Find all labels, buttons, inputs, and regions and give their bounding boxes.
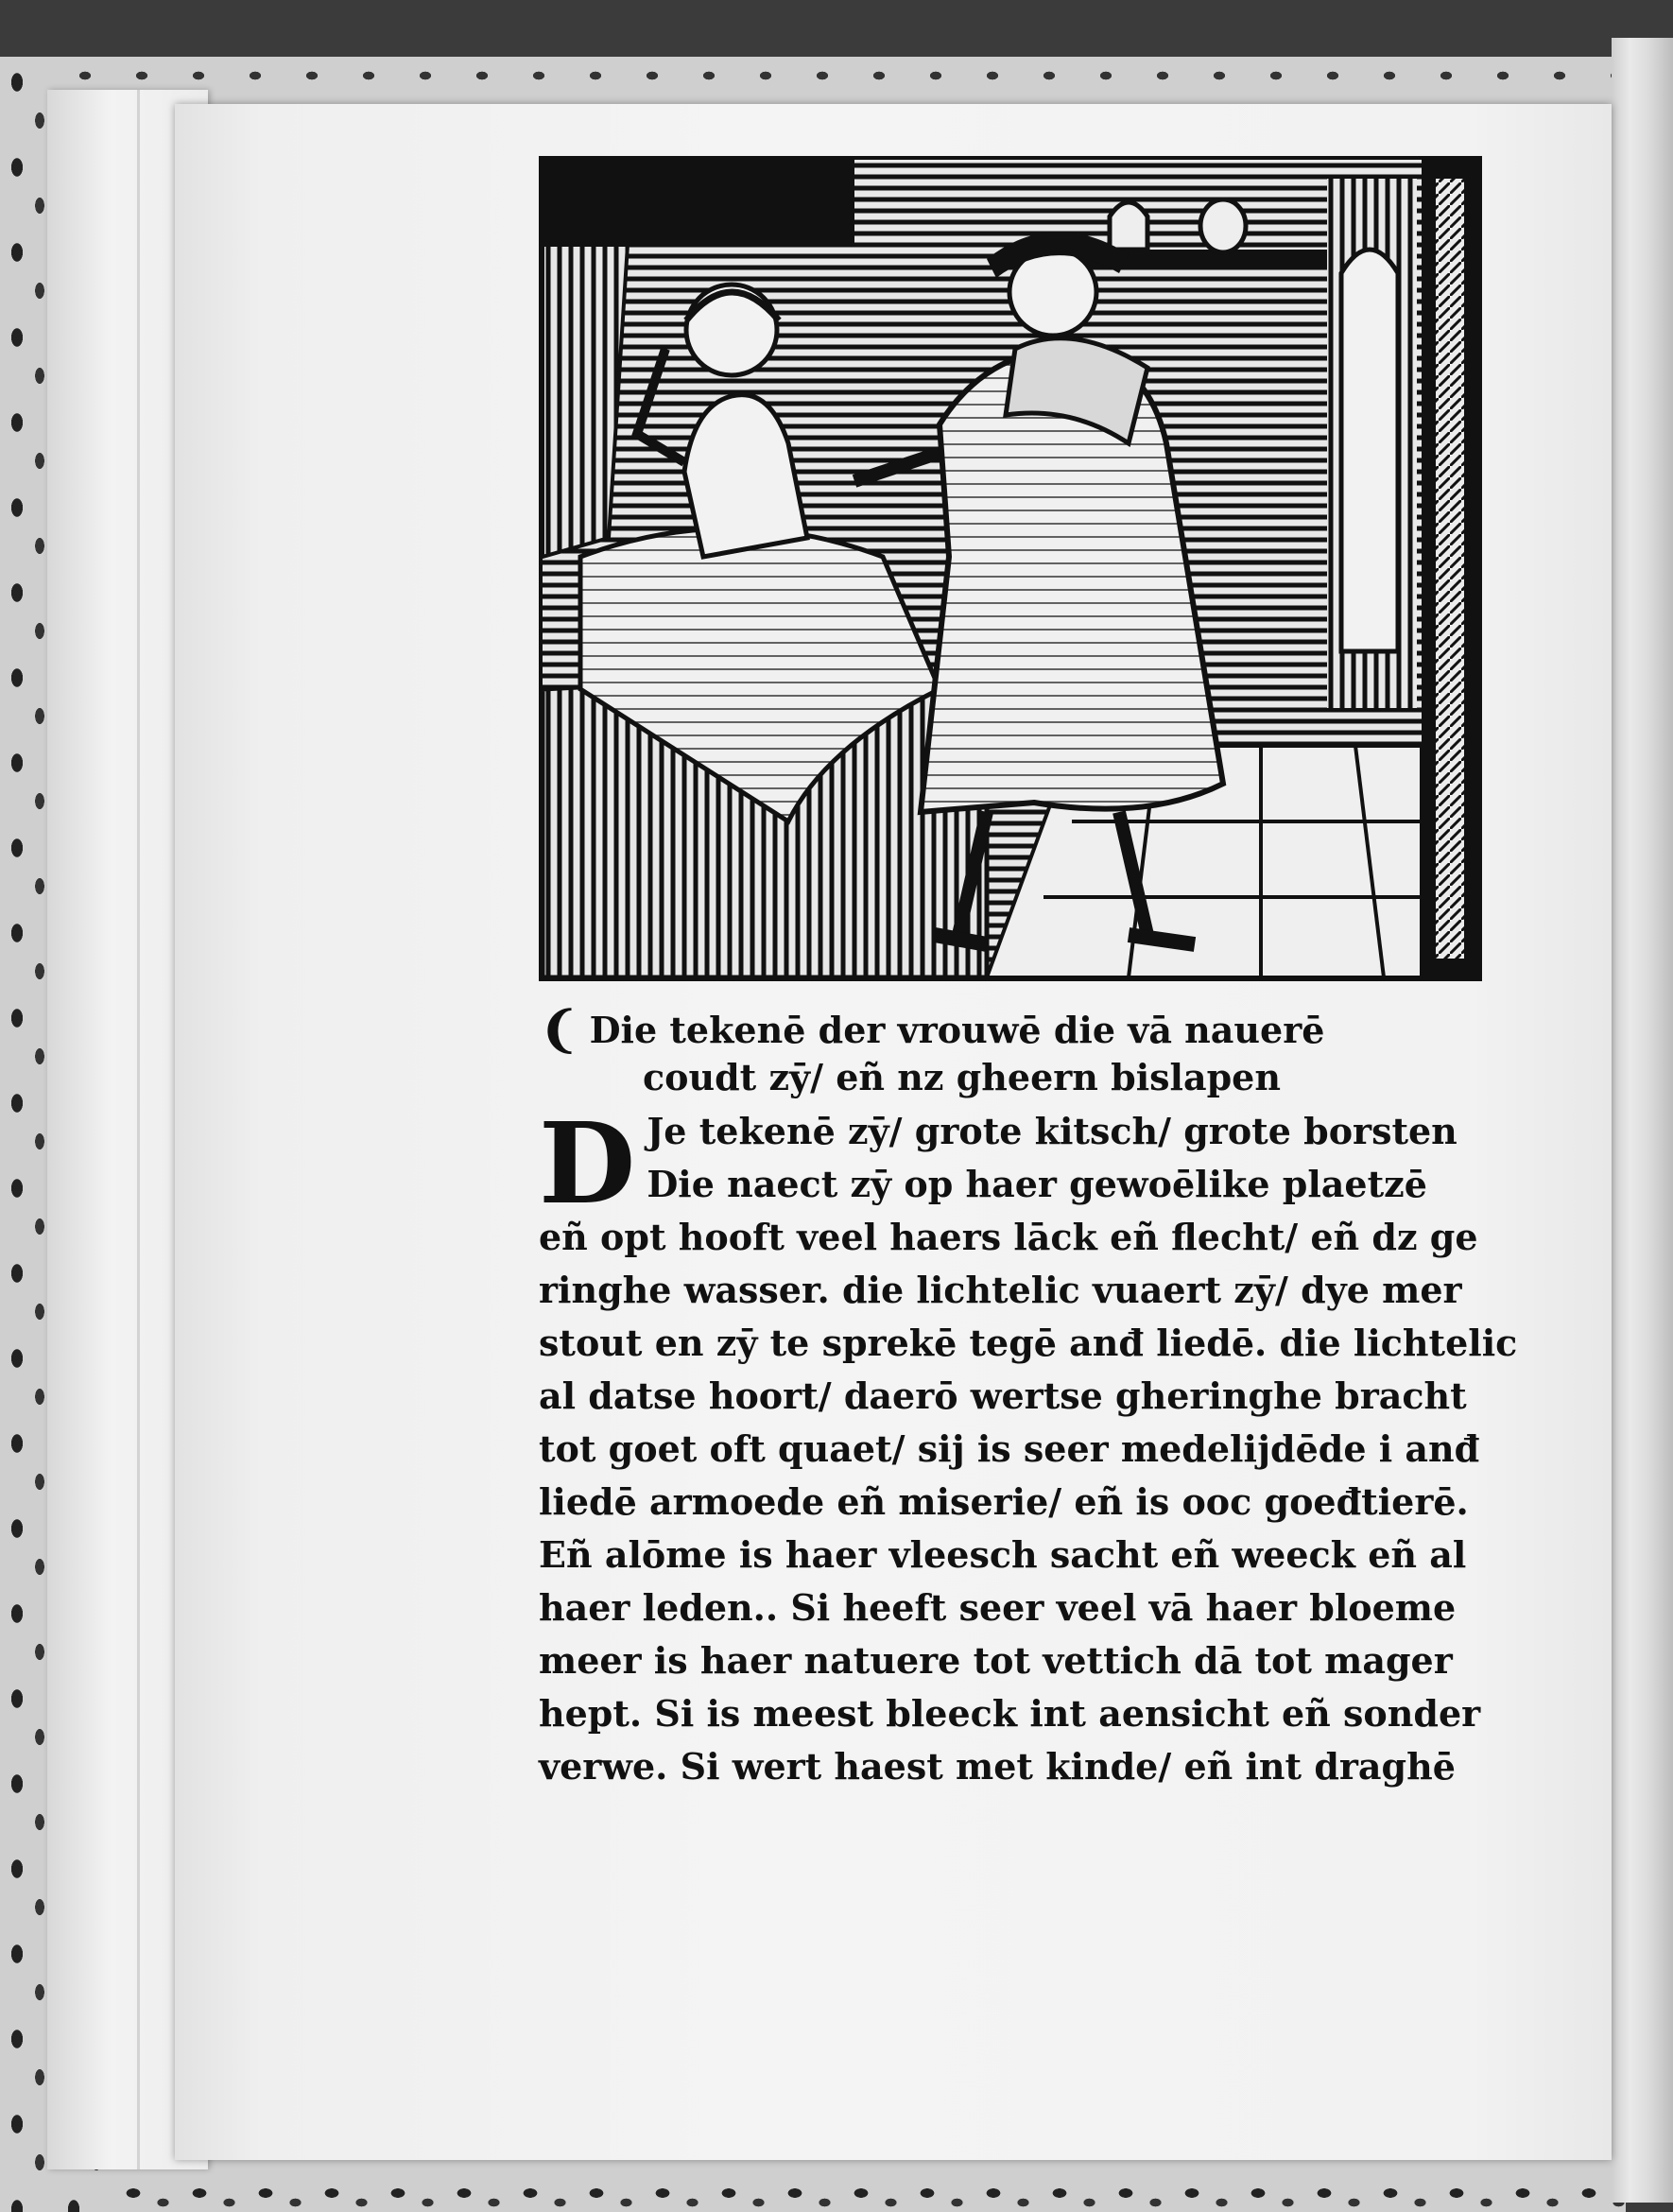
chapter-caption: [539, 1001, 1484, 1101]
caption-line-1: Die tekenē der vrouwē die vā nauerē: [589, 1009, 1325, 1051]
body-line: stout en zȳ te sprekē tegē anđ liedē. die lichtelic: [539, 1322, 1518, 1364]
binding-paper-top: [57, 57, 1616, 104]
body-line: Die naect zȳ op haer gewoēlike plaetzē: [647, 1163, 1427, 1205]
body-line: Je tekenē zȳ/ grote kitsch/ grote borsten: [647, 1110, 1457, 1152]
body-line: eñ opt hooft veel haers lāck eñ flecht/ eñ dz ge: [539, 1216, 1478, 1258]
body-line: liedē armoede eñ miserie/ eñ is ooc goeđtierē.: [539, 1480, 1469, 1523]
paragraph-mark-icon: ❨: [539, 1001, 580, 1059]
body-line: ringhe wasser. die lichtelic vuaert zȳ/ dye mer: [539, 1269, 1462, 1311]
body-line: verwe. Si wert haest met kinde/ eñ int draghē: [539, 1745, 1456, 1788]
body-line: hept. Si is meest bleeck int aensicht eñ sonder: [539, 1692, 1481, 1735]
body-line: Eñ alōme is haer vleesch sacht eñ weeck eñ al: [539, 1533, 1467, 1576]
flyleaf-fold: [137, 90, 140, 2169]
caption-line-2: coudt zȳ/ eñ nz gheern bislapen: [643, 1056, 1281, 1098]
text-block: [539, 1001, 1518, 1793]
drop-initial: D: [539, 1097, 636, 1229]
caption-line: [539, 1001, 1484, 1059]
body-line: haer leden.. Si heeft seer veel vā haer bloeme: [539, 1586, 1457, 1629]
body-line: al datse hoort/ daerō wertse gheringhe bracht: [539, 1374, 1467, 1417]
body-line: meer is haer natuere tot vettich dā tot mager: [539, 1639, 1453, 1682]
body-paragraph: [539, 1097, 1518, 1793]
facing-page-edge: [1612, 38, 1673, 2203]
woodcut-scene: [543, 160, 1478, 977]
body-line: tot goet oft quaet/ sĳ is seer medelĳdēde i anđ: [539, 1427, 1480, 1470]
woodcut-illustration: [539, 156, 1482, 981]
